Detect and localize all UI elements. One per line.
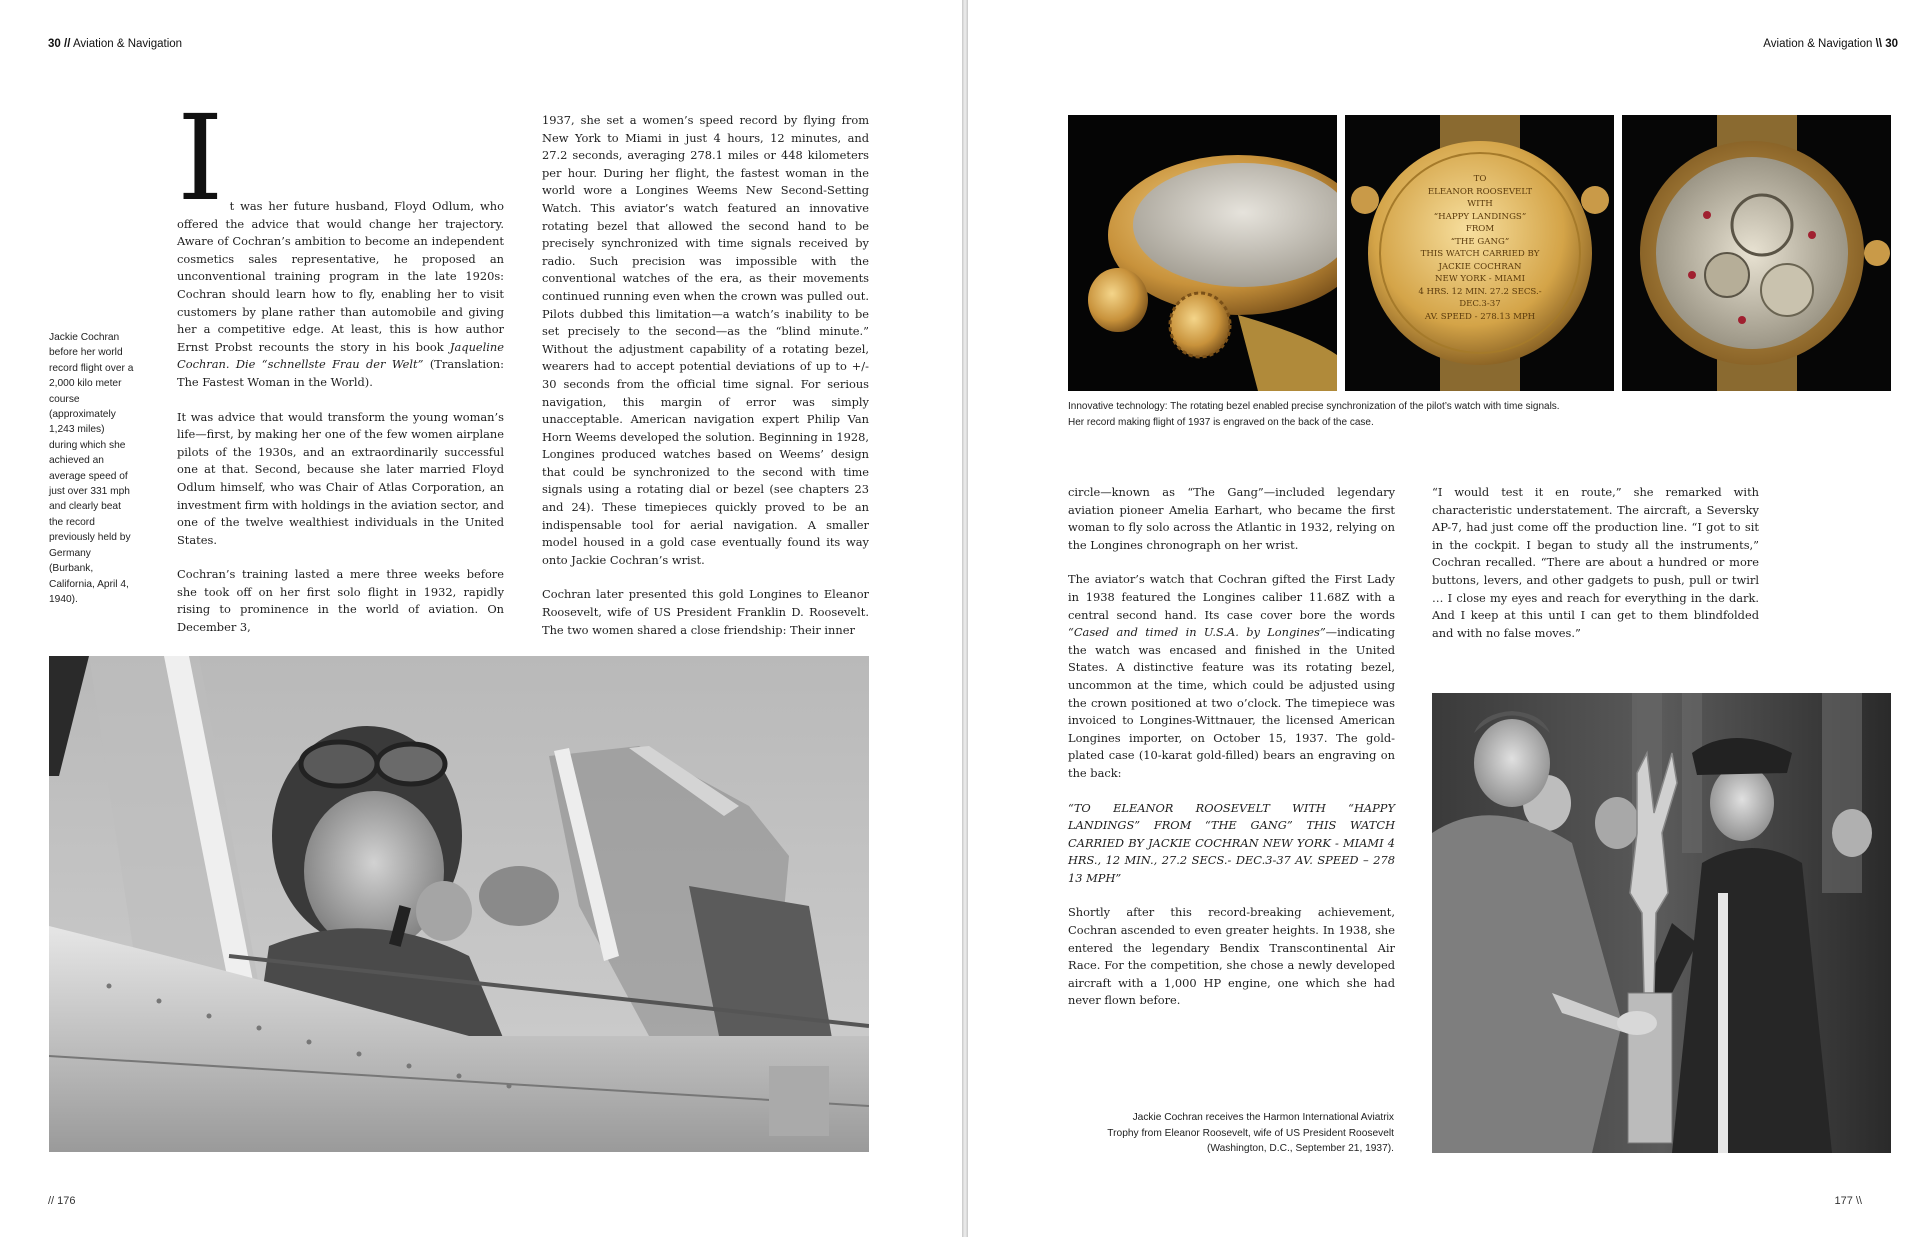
engraving-line: ELEANOR ROOSEVELT	[1427, 186, 1533, 197]
header-separator: //	[64, 38, 71, 50]
watch-caption-line-2: Her record making flight of 1937 is engraved on the back of the case.	[1068, 416, 1374, 428]
sidenote-caption: Jackie Cochran before her world record flight over a 2,000 kilo meter course (approximately 1,243 miles) during which she achieved an average speed of just over 331 mph and clearly beat the record previously held by Germany (Burbank, California, April 4, 1940).	[49, 332, 134, 605]
header-separator: \\	[1875, 38, 1882, 50]
engraving-line: WITH	[1467, 199, 1493, 209]
trophy-photo-caption: Jackie Cochran receives the Harmon International Aviatrix Trophy from Eleanor Roosevelt, wife of US President Roosevelt (Washington, D.C., September 21, 1937).	[1107, 1112, 1394, 1154]
engraving-line: FROM	[1465, 224, 1495, 234]
paragraph-1-text: t was her future husband, Floyd Odlum, who offered the advice that would change her trajectory. Aware of Cochran’s ambition to become an independent cosmetics sales representative, he proposed an unconventional training program in the late 1920s: Cochran should learn how to fly, enabling her to visit customers by plane rather than automobile and giving her a competitive edge. At least, this is how author Ernst Probst recounts the story in his book	[177, 199, 504, 354]
header-page-number: 30	[1885, 38, 1898, 50]
engraving-text	[1405, 173, 1555, 323]
book-title: Jaqueline Cochran. Die “schnellste Frau der Welt”	[177, 339, 505, 372]
right-column-2	[1432, 484, 1759, 642]
watch-caption	[1068, 399, 1891, 430]
engraving-quote: “TO ELEANOR ROOSEVELT WITH “HAPPY LANDINGS” FROM “THE GANG” THIS WATCH CARRIED BY JACKIE COCHRAN NEW YORK - MIAMI 4 HRS., 12 MIN., 27.2 SECS.- DEC.3-37 AV. SPEED – 278 13 MPH”	[1068, 800, 1395, 885]
engraving-line: THIS WATCH CARRIED BY	[1420, 249, 1540, 259]
dropcap: I	[177, 89, 224, 227]
case-cover-words: “Cased and timed in U.S.A. by Longines”	[1068, 625, 1326, 640]
dropcap-spacer	[177, 112, 504, 198]
right-column-1	[1068, 484, 1395, 1010]
right-page	[968, 0, 1930, 1237]
paragraph-7-start: The aviator’s watch that Cochran gifted the First Lady in 1938 featured the Longines caliber 11.68Z with a central second hand. Its case cover bore the words	[1068, 572, 1395, 622]
engraving-line: 4 HRS. 12 MIN. 27.2 SECS.-DEC.3-37	[1418, 286, 1542, 309]
watch-photo-movement	[1622, 115, 1891, 391]
paragraph-3: Cochran’s training lasted a mere three weeks before she took off on her first solo flight in 1932, rapidly rising to prominence in the world of aviation. On December 3,	[177, 567, 504, 635]
header-section: Aviation & Navigation	[1763, 38, 1873, 50]
left-column-1	[177, 89, 505, 637]
engraving-line: “THE GANG”	[1450, 236, 1510, 247]
engraving-line: “HAPPY LANDINGS”	[1433, 211, 1527, 222]
trophy-ceremony-photo	[1432, 693, 1891, 1153]
watch-photo-side	[1068, 115, 1337, 391]
running-header-right	[1763, 38, 1898, 50]
paragraph-7-end: —indicating the watch was encased and finished in the United States. A distinctive feature was its rotating bezel, uncommon at the time, which could be adjusted using the crown positioned at two o’clock. The timepiece was invoiced to Longines-Wittnauer, the licensed American Longines importer, on October 15, 1937. The gold-plated case (10-karat gold-filled) bears an engraving on the back:	[1068, 625, 1395, 780]
paragraph-6: circle—known as “The Gang”—included legendary aviation pioneer Amelia Earhart, who became the first woman to fly solo across the Atlantic in 1932, relying on the Longines chronograph on her wrist.	[1068, 485, 1395, 552]
left-column-2	[542, 112, 869, 639]
paragraph-9: “I would test it en route,” she remarked with characteristic understatement. The aircraft, a Seversky AP-7, had just come off the production line. “I got to sit in the cockpit. I began to study all the instruments,” Cochran recalled. “There are about a hundred or more buttons, levers, and other gadgets to push, pull or twirl … I close my eyes and reach for everything in the dark. And I keep at this until I can get to them blindfolded and with no false moves.”	[1432, 485, 1759, 640]
paragraph-2: It was advice that would transform the young woman’s life—first, by making her one of the few women airplane pilots of the 1930s, and an extraordinarily successful one at that. Second, because she later married Floyd Odlum himself, who was Chair of Atlas Corporation, an investment firm with holdings in the aviation sector, and one of the twelve wealthiest individuals in the United States.	[177, 409, 504, 547]
engraving-line: TO	[1473, 174, 1487, 184]
watch-caption-line-1: Innovative technology: The rotating bezel enabled precise synchronization of the pilot’s watch with time signals.	[1068, 401, 1560, 412]
paragraph-1-end: (Translation: The Fastest Woman in the World).	[177, 357, 504, 389]
engraving-line: NEW YORK - MIAMI	[1435, 274, 1525, 284]
engraving-line: AV. SPEED - 278.13 MPH	[1424, 311, 1536, 322]
paragraph-5: Cochran later presented this gold Longines to Eleanor Roosevelt, wife of US President Franklin D. Roosevelt. The two women shared a close friendship: Their inner	[542, 587, 869, 637]
header-section: Aviation & Navigation	[72, 38, 183, 50]
watch-photo-caseback	[1345, 115, 1614, 391]
folio-right: 177 \\	[1834, 1195, 1862, 1207]
left-page	[0, 0, 962, 1237]
cockpit-photo	[49, 656, 869, 1152]
paragraph-8: Shortly after this record-breaking achievement, Cochran ascended to even greater heights. In 1938, she entered the legendary Bendix Transcontinental Air Race. For the competition, she chose a newly developed aircraft with a 1,000 HP engine, one which she had never flown before.	[1068, 905, 1395, 1008]
running-header-left	[48, 38, 182, 50]
paragraph-4: 1937, she set a women’s speed record by flying from New York to Miami in just 4 hours, 12 minutes, and 27.2 seconds, averaging 278.1 miles or 448 kilometers per hour. During her flight, the fastest woman in the world wore a Longines Weems New Second-Setting Watch. This aviator’s watch featured an innovative rotating bezel that allowed the second hand to be precisely synchronized with time signals received by radio. Such precision was impossible with the conventional watches of the era, as their movements continued running even when the crown was pulled out. Pilots dubbed this limitation—a watch’s inability to be set precisely to the second—as the “blind minute.” Without the adjustment capability of a rotating bezel, wearers had to accept potential deviations of up to +/- 30 seconds from the official time signal. For serious navigation, this margin of error was simply unacceptable. American navigation expert Philip Van Horn Weems developed the solution. Beginning in 1928, Longines produced watches based on Weems’ design that could be synchronized to the second with time signals using a rotating dial or bezel (see chapters 23 and 24). These timepieces quickly proved to be an indispensable tool for aerial navigation. A smaller model housed in a gold case eventually found its way onto Jackie Cochran’s wrist.	[542, 113, 869, 567]
folio-left: // 176	[48, 1195, 76, 1207]
engraving-line: JACKIE COCHRAN	[1438, 261, 1522, 272]
header-page-number: 30	[48, 38, 61, 50]
